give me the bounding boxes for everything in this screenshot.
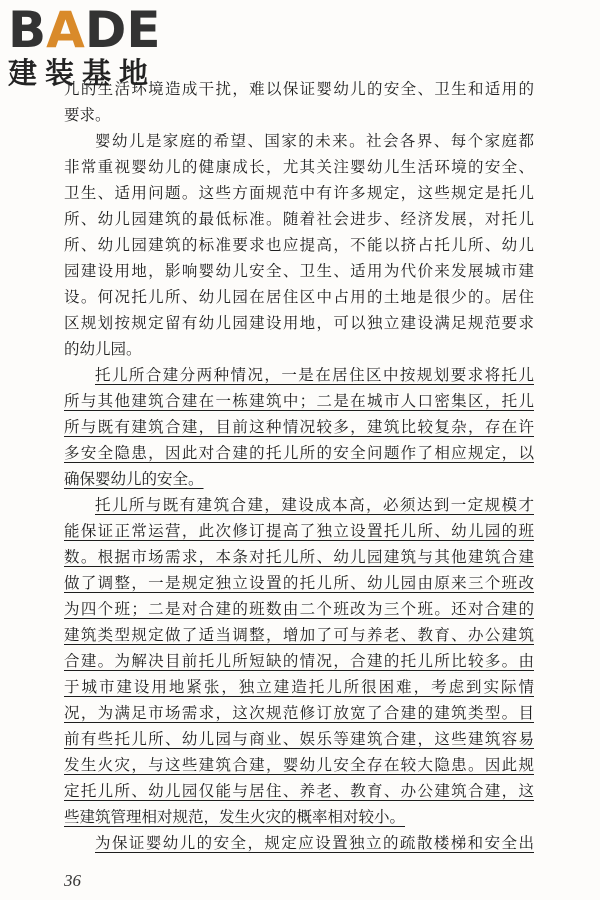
underlined-text-line: 为四个班；二是对合建的班数由二个班改为三个班。还对合建的: [64, 600, 534, 618]
underlined-text-line: 合建。为解决目前托儿所短缺的情况，合建的托儿所比较多。由: [64, 652, 534, 670]
logo-letters-de: DE: [84, 1, 161, 59]
underlined-text-line: 托儿所与既有建筑合建，建设成本高，必须达到一定规模才: [95, 496, 534, 514]
page-number: 36: [64, 871, 81, 890]
logo-subtitle: 建装基地: [8, 56, 157, 90]
bade-logo: [8, 2, 178, 94]
text-line: 区规划按规定留有幼儿园建设用地，可以独立建设满足规范要求: [64, 314, 534, 332]
text-line: 要求。: [64, 106, 111, 124]
underlined-text-line: 能保证正常运营，此次修订提高了独立设置托儿所、幼儿园的班: [64, 522, 534, 540]
text-line: 所、幼儿园建筑的标准要求也应提高，不能以挤占托儿所、幼儿: [64, 236, 534, 254]
text-line: 非常重视婴幼儿的健康成长，尤其关注婴幼儿生活环境的安全、: [64, 158, 534, 176]
underlined-text-line: 多安全隐患，因此对合建的托儿所的安全问题作了相应规定，以: [64, 444, 534, 462]
text-line: 园建设用地，影响婴幼儿安全、卫生、适用为代价来发展城市建: [64, 262, 534, 280]
underlined-text-line: 为保证婴幼儿的安全，规定应设置独立的疏散楼梯和安全出: [95, 834, 534, 852]
logo-letter-a: A: [46, 1, 85, 59]
underlined-text-line: 所与既有建筑合建，目前这种情况较多，建筑比较复杂，存在许: [64, 418, 534, 436]
text-line: 卫生、适用问题。这些方面规范中有许多规定，这些规定是托儿: [64, 184, 534, 202]
text-line: 设。何况托儿所、幼儿园在居住区中占用的土地是很少的。居住: [64, 288, 534, 306]
text-line: 所、幼儿园建筑的最低标准。随着社会进步、经济发展，对托儿: [64, 210, 534, 228]
underlined-text-line: 前有些托儿所、幼儿园与商业、娱乐等建筑合建，这些建筑容易: [64, 730, 534, 748]
underlined-text-line: 况，为满足市场需求，这次规范修订放宽了合建的建筑类型。目: [64, 704, 534, 722]
text-line: 儿的生活环境造成干扰，难以保证婴幼儿的安全、卫生和适用的: [64, 80, 534, 98]
text-line: 婴幼儿是家庭的希望、国家的未来。社会各界、每个家庭都: [95, 132, 534, 150]
logo-wordmark: [8, 2, 161, 58]
underlined-text-line: 于城市建设用地紧张，独立建造托儿所很困难，考虑到实际情: [64, 678, 534, 696]
underlined-text-line: 托儿所合建分两种情况，一是在居住区中按规划要求将托儿: [95, 366, 534, 384]
underlined-text-line: 所与其他建筑合建在一栋建筑中；二是在城市人口密集区，托儿: [64, 392, 534, 410]
logo-letter-b: B: [8, 1, 47, 59]
underlined-text-line: 建筑类型规定做了适当调整，增加了可与养老、教育、办公建筑: [64, 626, 534, 644]
underlined-text-line: 数。根据市场需求，本条对托儿所、幼儿园建筑与其他建筑合建: [64, 548, 534, 566]
document-body: [64, 76, 534, 856]
text-line: 的幼儿园。: [64, 340, 142, 358]
underlined-text-line: 些建筑管理相对规范，发生火灾的概率相对较小。: [64, 808, 406, 826]
underlined-text-line: 定托儿所、幼儿园仅能与居住、养老、教育、办公建筑合建，这: [64, 782, 534, 800]
underlined-text-line: 做了调整，一是规定独立设置的托儿所、幼儿园由原来三个班改: [64, 574, 534, 592]
underlined-text-line: 发生火灾，与这些建筑合建，婴幼儿安全存在较大隐患。因此规: [64, 756, 534, 774]
underlined-text-line: 确保婴幼儿的安全。: [64, 470, 204, 488]
